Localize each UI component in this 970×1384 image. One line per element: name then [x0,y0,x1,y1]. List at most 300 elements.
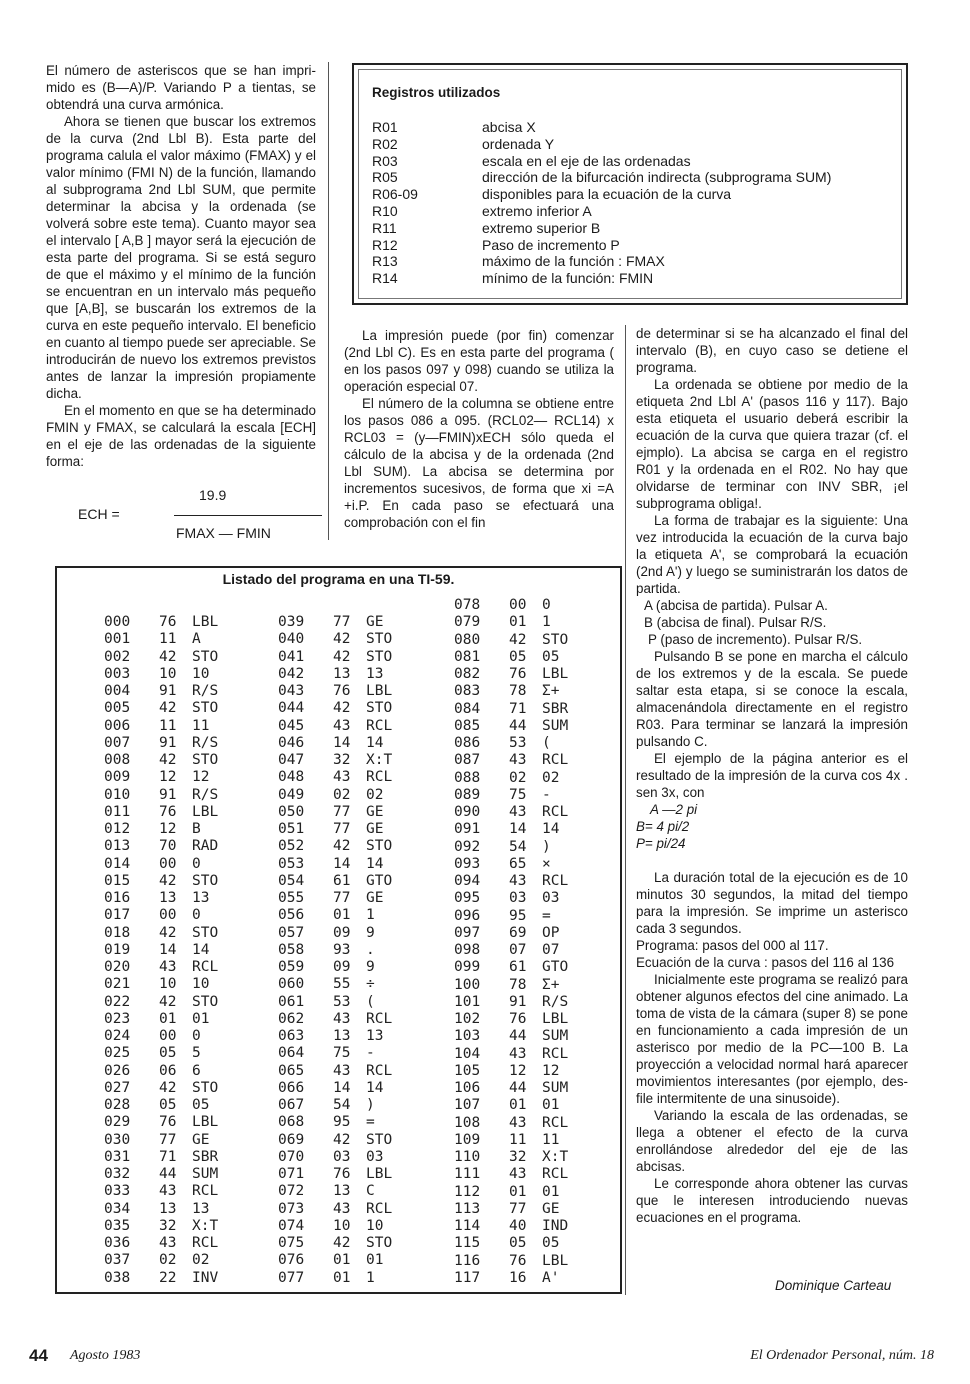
key-code: 14 [509,821,527,838]
register-row [372,270,831,287]
key-code: 76 [333,683,351,699]
step-number: 032 [104,1166,131,1182]
step-number: 067 [278,1097,305,1113]
key-code: 00 [509,597,527,613]
right-param-b: B= 4 pi/2 [636,819,690,834]
key-code: 91 [159,734,177,751]
step-number: 015 [104,872,131,889]
key-label: RCL [366,1062,393,1079]
key-code: 43 [509,804,527,820]
listing-row [454,908,568,925]
register-code: R03 [372,152,398,169]
step-number: 030 [104,1131,131,1148]
listing-row [278,1063,392,1080]
register-description: Paso de incremento P [482,236,620,253]
key-label: 03 [542,890,560,907]
key-code: 44 [509,1028,527,1045]
register-description: mínimo de la función: FMIN [482,270,654,287]
key-code: 91 [509,993,527,1010]
key-label: ( [542,735,551,751]
left-paragraph-1: El número de asteriscos que se han imprimido es (B—A)/P. Variando P a tientas, se obtendrá una curva armónica. [46,63,316,112]
listing-row [454,856,568,873]
listing-column-1 [104,614,218,1287]
key-label: R/S [192,786,219,803]
key-code: 42 [333,1235,351,1251]
key-code: 32 [333,752,351,768]
key-code: 71 [509,700,527,717]
step-number: 074 [278,1217,305,1234]
middle-paragraph-1: La impresión puede (por fin) comenzar (2nd Lbl C). Es en esta parte del programa ( en los pasos 097 y 098) cuando se utiliza la operación especial 07. [344,328,614,394]
listing-row [278,718,392,735]
key-label: SBR [192,1148,219,1165]
key-label: STO [192,1079,219,1096]
step-number: 082 [454,666,481,682]
listing-row [454,1201,568,1218]
step-number: 104 [454,1045,481,1062]
right-column [636,325,908,1226]
key-label: LBL [542,1252,569,1269]
key-label: LBL [542,1011,569,1027]
key-code: 76 [509,1011,527,1027]
step-number: 011 [104,803,131,820]
key-code: 42 [159,648,177,665]
key-label: R/S [192,683,219,699]
step-number: 046 [278,734,305,751]
listing-row [104,925,218,942]
key-code: 43 [333,769,351,786]
listing-row [278,1132,392,1149]
key-code: 78 [509,976,527,993]
key-code: 75 [509,786,527,803]
step-number: 006 [104,717,131,734]
column-divider-right [625,325,626,1295]
listing-row [454,614,568,631]
step-number: 024 [104,1028,131,1044]
listing-row [104,1183,218,1200]
key-code: 11 [509,1131,527,1148]
key-code: 43 [509,1045,527,1062]
step-number: 023 [104,1010,131,1027]
key-code: 70 [159,838,177,855]
key-code: 77 [333,821,351,837]
step-number: 010 [104,786,131,803]
listing-row [104,890,218,907]
key-label: OP [542,924,560,941]
key-code: 43 [159,1235,177,1251]
key-label: STO [192,924,219,941]
key-label: GE [366,614,384,630]
key-label: RCL [542,752,569,769]
step-number: 070 [278,1148,305,1165]
key-label: RCL [366,1200,393,1217]
listing-row [104,838,218,855]
key-label: - [542,786,551,803]
listing-row [104,994,218,1011]
register-row [372,136,831,153]
author-signature: Dominique Carteau [775,1278,892,1293]
step-number: 089 [454,786,481,803]
listing-row [104,959,218,976]
register-row [372,153,831,170]
right-param-p: P= pi/24 [636,836,686,851]
step-number: 068 [278,1114,305,1131]
register-code: R02 [372,135,398,152]
key-label: 11 [192,717,210,734]
left-paragraph-3: En el momento en que se ha determinado FMIN y FMAX, se calculará la escala [ECH] en el eje de las ordenadas de la siguiente forma: [46,403,316,469]
step-number: 013 [104,838,131,855]
step-number: 007 [104,734,131,751]
step-number: 017 [104,907,131,924]
listing-row [454,925,568,942]
key-label: LBL [192,1114,219,1131]
key-code: 11 [159,631,177,648]
step-number: 073 [278,1200,305,1217]
step-number: 110 [454,1149,481,1165]
middle-column [344,327,614,531]
key-code: 43 [509,1114,527,1131]
key-label: X:T [366,752,393,768]
step-number: 115 [454,1235,481,1252]
key-label: LBL [366,1166,393,1182]
key-code: 05 [159,1045,177,1062]
key-label: 1 [366,1269,375,1286]
listing-row [104,787,218,804]
register-code: R11 [372,219,397,236]
ech-formula [46,487,316,547]
step-number: 019 [104,941,131,958]
listing-row [278,1114,392,1131]
key-label: 5 [192,1045,201,1062]
listing-row [278,700,392,717]
register-description: extremo superior B [482,219,601,236]
right-paragraph-2: La ordenada se obtiene por medio de la etiqueta 2nd Lbl A' (pasos 116 y 117). Bajo esta etiqueta el usuario deberá escribir la ecuación de la curva que quiera trazar (cf. el ejmplo). La abcisa se carga en el registro R01 y la ordenada en el R02. No hay que olvidarse de terminar con INV SBR, ¡el subprograma obliga!. [636,377,908,511]
register-row [372,119,831,136]
step-number: 049 [278,786,305,803]
step-number: 100 [454,976,481,993]
listing-row [104,1132,218,1149]
key-label: R/S [192,734,219,751]
right-item-b: B (abcisa de final). Pulsar R/S. [644,615,827,630]
step-number: 093 [454,855,481,872]
step-number: 056 [278,907,305,924]
listing-row [454,821,568,838]
key-label: 14 [542,821,560,838]
listing-row [454,1184,568,1201]
listing-row [278,959,392,976]
key-label: 10 [192,665,210,682]
listing-row [104,683,218,700]
listing-row [454,787,568,804]
step-number: 065 [278,1062,305,1079]
key-code: 13 [333,1183,351,1200]
register-description: dirección de la bifurcación indirecta (subprograma SUM) [482,169,832,186]
step-number: 014 [104,855,131,872]
listing-row [278,994,392,1011]
listing-row [278,1252,392,1269]
key-code: 32 [509,1149,527,1165]
key-label: 01 [542,1183,560,1200]
key-code: 44 [159,1166,177,1182]
key-label: 05 [542,648,560,665]
key-code: 77 [159,1131,177,1148]
listing-row [104,1201,218,1218]
listing-row [104,942,218,959]
step-number: 105 [454,1062,481,1079]
step-number: 004 [104,683,131,699]
step-number: 108 [454,1114,481,1131]
left-column [46,62,316,470]
key-code: 76 [509,666,527,682]
key-code: 44 [509,1080,527,1096]
right-paragraph-7: Inicialmente este programa se realizó para obtener algunos efectos del cine animado. La toma de vista de la cámara (super 8) se pone en funcionamiento a cada impresión de un asterisco por medio de la PC—100 B. La proyección a velocidad normal hará aparecer movimientos interesantes (por ejemplo, desfile intermitente de una sinusoide). [636,972,908,1106]
step-number: 099 [454,959,481,976]
key-label: RCL [542,1045,569,1062]
key-code: 01 [159,1010,177,1027]
listing-row [454,1115,568,1132]
listing-row [278,838,392,855]
key-code: 91 [159,683,177,699]
listing-row [454,718,568,735]
step-number: 029 [104,1114,131,1131]
key-code: 12 [159,821,177,837]
key-label: 0 [192,907,201,924]
key-code: 11 [159,717,177,734]
listing-row [278,614,392,631]
key-code: 06 [159,1062,177,1079]
listing-row [104,700,218,717]
key-label: ( [366,993,375,1010]
key-code: 01 [333,1269,351,1286]
listing-row [454,839,568,856]
listing-row [278,752,392,769]
step-number: 036 [104,1235,131,1251]
key-code: 13 [159,1200,177,1217]
step-number: 003 [104,665,131,682]
key-label: 13 [192,890,210,906]
key-code: 43 [333,717,351,734]
key-code: 42 [159,872,177,889]
listing-row [454,873,568,890]
step-number: 022 [104,993,131,1010]
key-code: 61 [333,872,351,889]
step-number: 001 [104,631,131,648]
listing-row [278,873,392,890]
key-label: RCL [542,804,569,820]
listing-column-3 [454,597,568,1287]
key-label: 9 [366,924,375,941]
key-label: SUM [542,1080,569,1096]
listing-row [278,1028,392,1045]
key-label: SUM [542,1028,569,1045]
listing-row [454,994,568,1011]
step-number: 016 [104,890,131,906]
listing-row [104,1149,218,1166]
key-label: 02 [366,786,384,803]
column-divider-left [328,62,329,540]
key-code: 42 [333,631,351,648]
register-row [372,203,831,220]
step-number: 027 [104,1079,131,1096]
key-label: GTO [366,872,393,889]
listing-row [104,1235,218,1252]
key-code: 14 [159,941,177,958]
key-code: 76 [159,1114,177,1131]
step-number: 092 [454,838,481,855]
listing-row [278,1201,392,1218]
step-number: 045 [278,717,305,734]
registers-table [372,119,831,287]
key-code: 65 [509,855,527,872]
right-paragraph-5: El ejemplo de la página anterior es el resultado de la impresión de la curva cos 4x . sen 3x, con [636,751,908,800]
key-label: 10 [192,976,210,993]
step-number: 094 [454,873,481,889]
step-number: 054 [278,872,305,889]
register-code: R06-09 [372,186,418,203]
key-label: SUM [542,717,569,734]
page-number: 44 [29,1346,48,1365]
key-code: 75 [333,1045,351,1062]
right-equation-range: Ecuación de la curva : pasos del 116 al 136 [636,955,895,970]
step-number: 117 [454,1269,481,1286]
key-label: SBR [542,700,569,717]
listing-row [278,804,392,821]
issue-date: Agosto 1983 [70,1348,141,1363]
listing-row [278,821,392,838]
register-code: R14 [372,270,398,287]
listing-row [454,1028,568,1045]
key-label: 01 [542,1097,560,1114]
key-code: 76 [159,614,177,630]
key-code: 78 [509,683,527,700]
listing-row [278,1183,392,1200]
key-label: GE [192,1131,210,1148]
step-number: 018 [104,924,131,941]
key-label: Σ+ [542,683,560,700]
listing-column-2 [278,614,392,1287]
key-label: ) [542,838,551,855]
key-code: 43 [509,873,527,889]
key-label: . [366,941,375,958]
key-code: 77 [333,803,351,820]
step-number: 090 [454,804,481,820]
key-label: 01 [366,1252,384,1269]
step-number: 107 [454,1097,481,1114]
step-number: 086 [454,735,481,751]
step-number: 076 [278,1252,305,1269]
key-label: - [366,1045,375,1062]
key-label: STO [192,700,219,717]
listing-row [454,1011,568,1028]
key-label: 6 [192,1062,201,1079]
key-label: LBL [192,614,219,630]
right-param-a: A —2 pi [650,802,698,817]
step-number: 087 [454,752,481,769]
right-item-p: P (paso de incremento). Pulsar R/S. [648,632,863,647]
key-code: 07 [509,942,527,958]
listing-title: Listado del programa en una TI-59. [222,571,455,587]
key-label: X:T [192,1217,219,1234]
key-label: RCL [542,873,569,889]
key-code: 54 [333,1097,351,1113]
listing-row [454,1270,568,1287]
key-label: LBL [366,683,393,699]
listing-row [454,1253,568,1270]
key-code: 43 [509,752,527,769]
key-label: STO [366,631,393,648]
right-paragraph-4: Pulsando B se pone en marcha el cálculo de los extremos y de la escala. Se puede saltar esta etapa, si se conoce la escala, almacenándola directamente en el registro R03. Para terminar se lanzará la impresión pulsando C. [636,649,908,749]
listing-row [278,890,392,907]
step-number: 042 [278,665,305,682]
listing-row [454,649,568,666]
key-code: 01 [509,614,527,631]
step-number: 037 [104,1252,131,1269]
key-label: A [192,631,201,648]
step-number: 009 [104,769,131,786]
program-listing-box [55,566,622,1294]
key-code: 43 [159,1183,177,1200]
listing-row [454,1149,568,1166]
right-paragraph-8: Variando la escala de las ordenadas, se llega a obtener el efecto de la curva enrollándose alrededor del eje de las abcisas. [636,1108,908,1174]
right-program-range: Programa: pasos del 000 al 117. [636,938,829,953]
key-label: 13 [366,665,384,682]
key-label: ) [366,1097,375,1113]
key-label: RCL [366,769,393,786]
key-code: 76 [509,1252,527,1269]
step-number: 040 [278,631,305,648]
step-number: 111 [454,1166,481,1183]
step-number: 097 [454,924,481,941]
key-label: 05 [192,1097,210,1113]
register-row [372,253,831,270]
listing-row [278,1218,392,1235]
listing-row [454,804,568,821]
key-label: 14 [366,855,384,872]
key-code: 13 [333,665,351,682]
key-code: 61 [509,959,527,976]
key-code: 40 [509,1218,527,1234]
key-code: 03 [333,1148,351,1165]
key-label: 05 [542,1235,560,1252]
listing-row [278,666,392,683]
listing-row [104,1270,218,1287]
key-label: SUM [192,1166,219,1182]
key-code: 13 [159,890,177,906]
listing-row [454,683,568,700]
step-number: 084 [454,700,481,717]
key-code: 00 [159,855,177,872]
key-label: 0 [192,1028,201,1044]
key-label: RAD [192,838,219,855]
step-number: 077 [278,1269,305,1286]
step-number: 059 [278,959,305,975]
key-label: 13 [192,1200,210,1217]
listing-row [104,718,218,735]
key-code: 42 [159,924,177,941]
listing-row [278,683,392,700]
key-label: 9 [366,959,375,975]
step-number: 096 [454,907,481,924]
step-number: 081 [454,648,481,665]
key-code: 43 [333,1200,351,1217]
register-description: disponibles para la ecuación de la curva [482,186,732,203]
key-label: 03 [366,1148,384,1165]
listing-row [454,735,568,752]
key-label: ÷ [366,976,375,993]
key-label: X:T [542,1149,569,1165]
register-code: R12 [372,236,398,253]
step-number: 061 [278,993,305,1010]
listing-row [104,631,218,648]
